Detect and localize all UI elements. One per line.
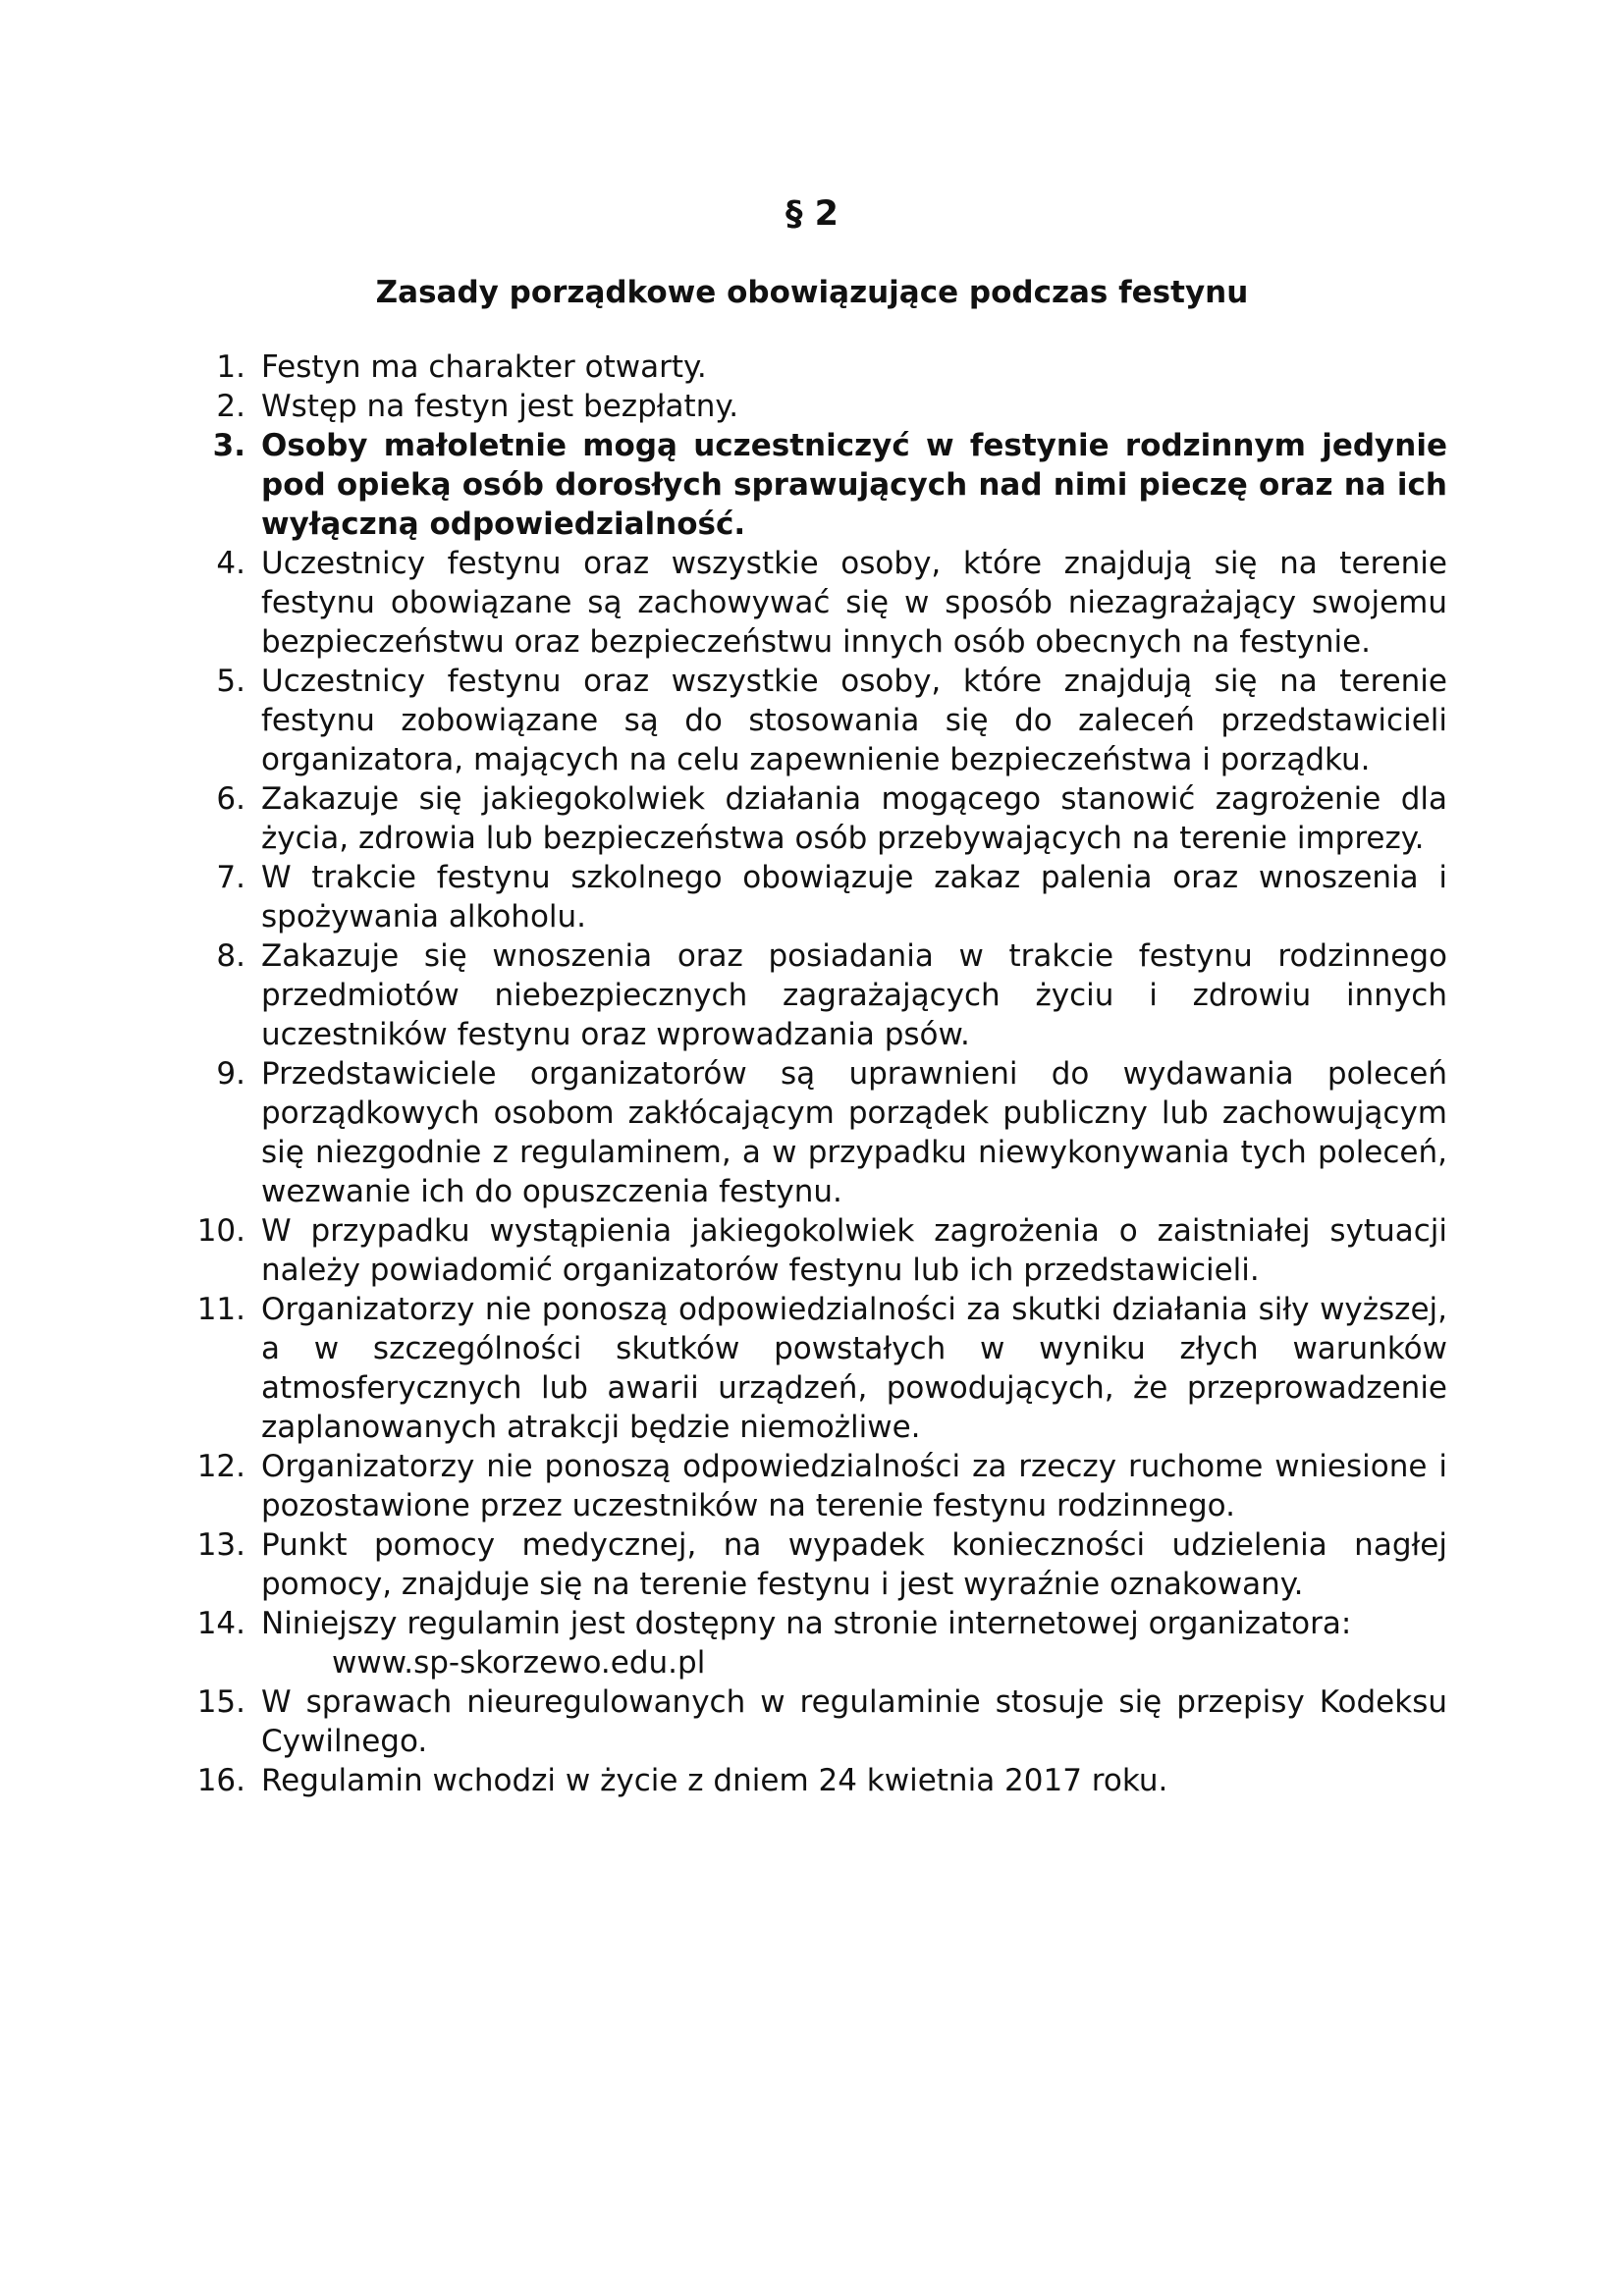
rule-text: Uczestnicy festynu oraz wszystkie osoby, które znajdują się na terenie festynu zobowiązane są do stosowania się do zaleceń przedstawicieli organizatora, mających na celu zapewnienie bezpieczeństwa i porządku. xyxy=(261,664,1447,777)
rule-text: Zakazuje się wnoszenia oraz posiadania w trakcie festynu rodzinnego przedmiotów niebezpiecznych zagrażających życiu i zdrowiu innych uczestników festynu oraz wprowadzania psów. xyxy=(261,938,1447,1052)
rule-text: Organizatorzy nie ponoszą odpowiedzialności za skutki działania siły wyższej, a w szczególności skutków powstałych w wyniku złych warunków atmosferycznych lub awarii urządzeń, powodujących, że przeprowadzenie zaplanowanych atrakcji będzie niemożliwe. xyxy=(261,1292,1447,1445)
rule-text: W przypadku wystąpienia jakiegokolwiek zagrożenia o zaistniałej sytuacji należy powiadomić organizatorów festynu lub ich przedstawicieli. xyxy=(261,1213,1447,1288)
rule-number: 3. xyxy=(212,428,245,463)
rule-number: 1. xyxy=(216,349,245,385)
rule-number: 14. xyxy=(196,1606,245,1641)
rule-number: 6. xyxy=(216,781,245,817)
rule-item xyxy=(192,347,1447,387)
rule-number: 5. xyxy=(216,664,245,699)
rule-text: Zakazuje się jakiegokolwiek działania mogącego stanowić zagrożenie dla życia, zdrowia lub bezpieczeństwa osób przebywających na terenie imprezy. xyxy=(261,781,1447,856)
rule-text: W trakcie festynu szkolnego obowiązuje zakaz palenia oraz wnoszenia i spożywania alkoholu. xyxy=(261,860,1447,934)
section-number: § 2 xyxy=(785,194,839,234)
rule-text: Festyn ma charakter otwarty. xyxy=(261,349,707,385)
rule-text-content: Niniejszy regulamin jest dostępny na stronie internetowej organizatora: xyxy=(261,1606,1352,1641)
rule-number: 8. xyxy=(216,938,245,974)
rule-number: 13. xyxy=(196,1527,245,1563)
rule-item xyxy=(192,387,1447,426)
rule-text xyxy=(245,1604,1447,1682)
rule-item xyxy=(192,426,1447,544)
rule-text: Uczestnicy festynu oraz wszystkie osoby, które znajdują się na terenie festynu obowiązane są zachowywać się w sposób niezagrażający swojemu bezpieczeństwu oraz bezpieczeństwu innych osób obecnych na festynie. xyxy=(261,546,1447,660)
rule-item xyxy=(192,1054,1447,1211)
rule-text: W sprawach nieuregulowanych w regulaminie stosuje się przepisy Kodeksu Cywilnego. xyxy=(261,1684,1447,1759)
rules-list xyxy=(192,347,1447,1800)
rule-number: 9. xyxy=(216,1056,245,1092)
rule-text: Regulamin wchodzi w życie z dniem 24 kwietnia 2017 roku. xyxy=(261,1763,1168,1798)
rule-item xyxy=(192,936,1447,1054)
rule-number: 10. xyxy=(196,1213,245,1249)
rule-item xyxy=(192,1761,1447,1800)
rule-item xyxy=(192,779,1447,858)
rule-item xyxy=(192,858,1447,936)
rule-number: 4. xyxy=(216,546,245,581)
rule-number: 2. xyxy=(216,389,245,424)
rule-text: Osoby małoletnie mogą uczestniczyć w festynie rodzinnym jedynie pod opieką osób dorosłych sprawujących nad nimi pieczę oraz na ich wyłączną odpowiedzialność. xyxy=(261,428,1447,542)
rule-number: 7. xyxy=(216,860,245,895)
rule-item xyxy=(192,1682,1447,1761)
rule-text: Przedstawiciele organizatorów są uprawnieni do wydawania poleceń porządkowych osobom zakłócającym porządek publiczny lub zachowującym się niezgodnie z regulaminem, a w przypadku niewykonywania tych poleceń, wezwanie ich do opuszczenia festynu. xyxy=(261,1056,1447,1209)
section-title: Zasady porządkowe obowiązujące podczas festynu xyxy=(375,275,1249,310)
rule-text: Punkt pomocy medycznej, na wypadek konieczności udzielenia nagłej pomocy, znajduje się na terenie festynu i jest wyraźnie oznakowany. xyxy=(261,1527,1447,1602)
organizer-website-url: www.sp-skorzewo.edu.pl xyxy=(332,1645,706,1681)
rule-number: 15. xyxy=(196,1684,245,1720)
rule-item xyxy=(192,1211,1447,1290)
rule-number: 11. xyxy=(196,1292,245,1327)
rule-number: 12. xyxy=(196,1449,245,1484)
rule-number: 16. xyxy=(196,1763,245,1798)
rule-item xyxy=(192,1525,1447,1604)
rule-item xyxy=(192,1447,1447,1525)
rule-item xyxy=(192,544,1447,662)
rule-text: Organizatorzy nie ponoszą odpowiedzialności za rzeczy ruchome wniesione i pozostawione przez uczestników na terenie festynu rodzinnego. xyxy=(261,1449,1447,1523)
rule-item xyxy=(192,1604,1447,1682)
rule-item xyxy=(192,1290,1447,1447)
rule-item xyxy=(192,662,1447,779)
rule-text: Wstęp na festyn jest bezpłatny. xyxy=(261,389,739,424)
